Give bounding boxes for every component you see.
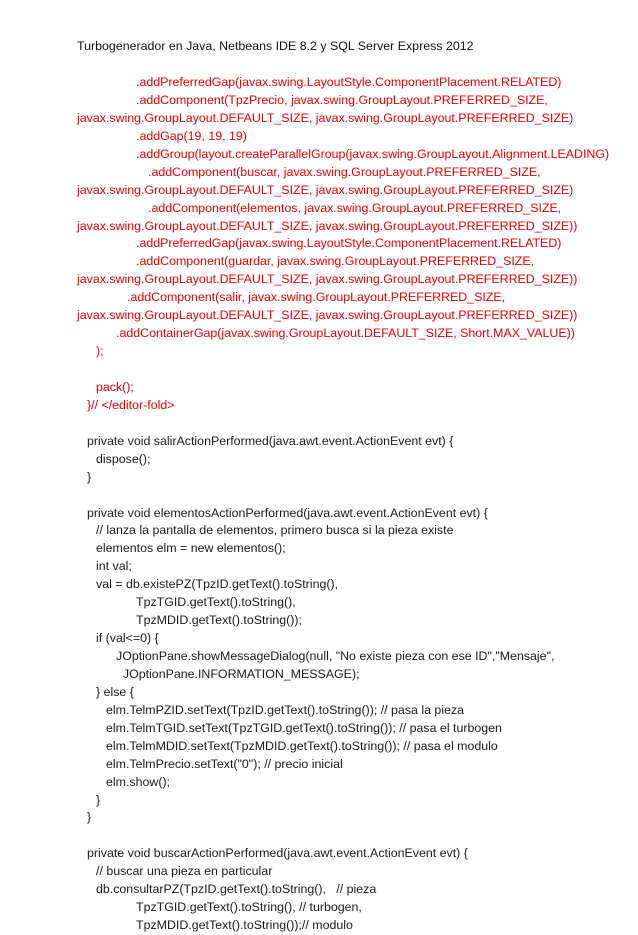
code-line: TpzTGID.getText().toString(), bbox=[136, 595, 296, 610]
code-line: javax.swing.GroupLayout.DEFAULT_SIZE, javax.swing.GroupLayout.PREFERRED_SIZE)) bbox=[77, 272, 578, 287]
code-line: // lanza la pantalla de elementos, primero busca si la pieza existe bbox=[96, 523, 454, 538]
code-line: TpzMDID.getText().toString()); bbox=[136, 613, 302, 628]
page-header: Turbogenerador en Java, Netbeans IDE 8.2 y SQL Server Express 2012 bbox=[77, 39, 474, 53]
code-line: .addComponent(salir, javax.swing.GroupLayout.PREFERRED_SIZE, bbox=[127, 290, 506, 305]
code-line bbox=[0, 361, 638, 379]
code-line: .addComponent(TpzPrecio, javax.swing.GroupLayout.PREFERRED_SIZE, bbox=[136, 92, 548, 107]
code-line: db.consultarPZ(TpzID.getText().toString(), // pieza bbox=[96, 882, 377, 897]
code-line: } bbox=[87, 810, 92, 825]
code-line: elm.TelmTGID.setText(TpzTGID.getText().toString()); // pasa el turbogen bbox=[106, 720, 502, 735]
code-line: ); bbox=[96, 344, 104, 359]
code-line: // buscar una pieza en particular bbox=[96, 864, 273, 879]
code-line: if (val<=0) { bbox=[96, 631, 159, 646]
code-line: private void salirActionPerformed(java.awt.event.ActionEvent evt) { bbox=[87, 433, 454, 448]
code-line: elm.show(); bbox=[106, 774, 171, 789]
code-line: JOptionPane.INFORMATION_MESSAGE); bbox=[116, 666, 360, 681]
code-line: TpzMDID.getText().toString());// modulo bbox=[136, 918, 353, 933]
code-line: JOptionPane.showMessageDialog(null, "No existe pieza con ese ID","Mensaje", bbox=[116, 649, 555, 663]
code-line: pack(); bbox=[96, 379, 134, 394]
code-line: .addGap(19, 19, 19) bbox=[136, 128, 247, 143]
code-line: .addComponent(elementos, javax.swing.GroupLayout.PREFERRED_SIZE, bbox=[148, 200, 562, 215]
code-line: elm.TelmMDID.setText(TpzMDID.getText().toString()); // pasa el modulo bbox=[106, 738, 498, 753]
code-line: } bbox=[96, 792, 101, 807]
code-line: .addPreferredGap(javax.swing.LayoutStyle.ComponentPlacement.RELATED) bbox=[136, 75, 562, 89]
code-line bbox=[0, 827, 638, 845]
code-line: }// </editor-fold> bbox=[87, 397, 175, 412]
code-line: .addGroup(layout.createParallelGroup(javax.swing.GroupLayout.Alignment.LEADING) bbox=[136, 146, 610, 161]
code-line: TpzTGID.getText().toString(), // turbogen, bbox=[136, 900, 362, 915]
code-line: } bbox=[87, 469, 92, 484]
code-listing bbox=[0, 74, 638, 935]
code-line: .addPreferredGap(javax.swing.LayoutStyle.ComponentPlacement.RELATED) bbox=[136, 236, 562, 251]
code-line: javax.swing.GroupLayout.DEFAULT_SIZE, javax.swing.GroupLayout.PREFERRED_SIZE) bbox=[77, 182, 574, 197]
code-line: private void elementosActionPerformed(java.awt.event.ActionEvent evt) { bbox=[87, 505, 488, 520]
code-line: val = db.existePZ(TpzID.getText().toString(), bbox=[96, 577, 339, 592]
code-line: int val; bbox=[96, 559, 132, 574]
code-line: javax.swing.GroupLayout.DEFAULT_SIZE, javax.swing.GroupLayout.PREFERRED_SIZE)) bbox=[77, 218, 578, 233]
code-line: dispose(); bbox=[96, 451, 151, 466]
code-line: .addComponent(buscar, javax.swing.GroupLayout.PREFERRED_SIZE, bbox=[148, 164, 541, 179]
code-line: private void buscarActionPerformed(java.awt.event.ActionEvent evt) { bbox=[87, 846, 468, 861]
code-line: } else { bbox=[96, 684, 134, 699]
code-line: elm.TelmPZID.setText(TpzID.getText().toString()); // pasa la pieza bbox=[106, 702, 465, 717]
code-line: elm.TelmPrecio.setText("0"); // precio inicial bbox=[106, 756, 343, 771]
code-line: javax.swing.GroupLayout.DEFAULT_SIZE, javax.swing.GroupLayout.PREFERRED_SIZE) bbox=[77, 110, 574, 125]
code-line bbox=[0, 415, 638, 433]
code-line: elementos elm = new elementos(); bbox=[96, 541, 286, 556]
code-line: .addContainerGap(javax.swing.GroupLayout.DEFAULT_SIZE, Short.MAX_VALUE)) bbox=[116, 326, 575, 341]
code-line bbox=[0, 487, 638, 505]
code-line: .addComponent(guardar, javax.swing.GroupLayout.PREFERRED_SIZE, bbox=[136, 254, 535, 269]
code-line: javax.swing.GroupLayout.DEFAULT_SIZE, javax.swing.GroupLayout.PREFERRED_SIZE)) bbox=[77, 308, 578, 323]
